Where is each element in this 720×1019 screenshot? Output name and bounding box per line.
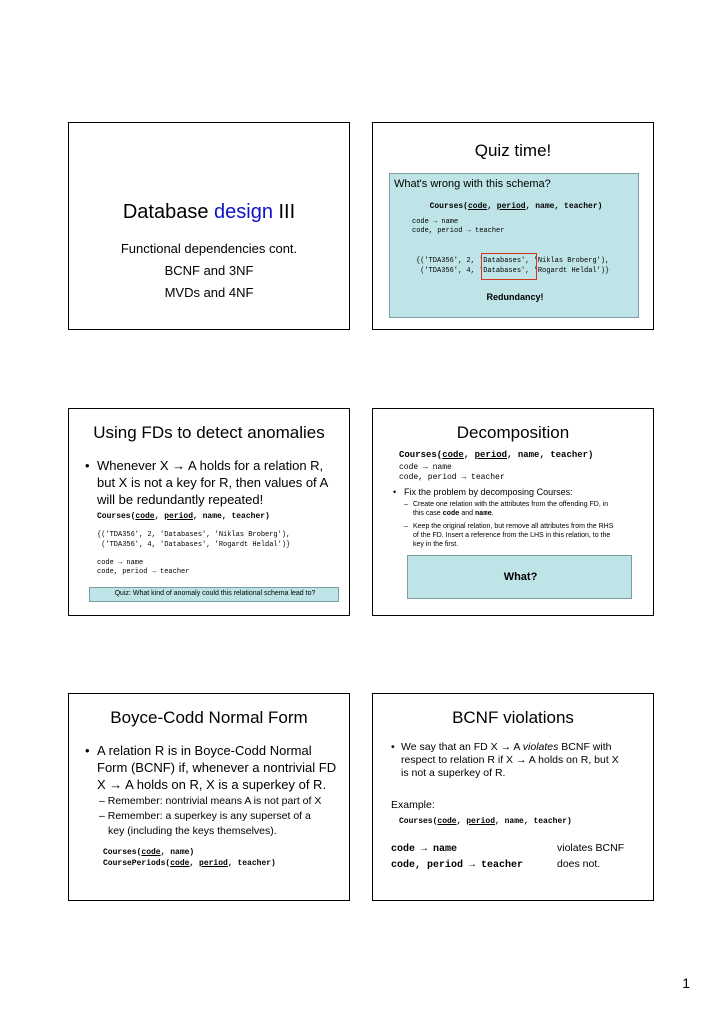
tuple-row-1: {('TDA356', 2, 'Databases', 'Niklas Broberg'), <box>416 257 610 265</box>
bullet-marker: • <box>85 458 90 473</box>
schema-courses: Courses(code, period, name, teacher) <box>429 202 603 211</box>
quiz-box <box>89 587 339 602</box>
decomposition-bullet: Fix the problem by decomposing Courses: <box>404 487 573 497</box>
bullet-marker: • <box>85 743 90 758</box>
page-number: 1 <box>682 975 690 991</box>
schema-courses: Courses(code, period, name, teacher) <box>399 450 594 460</box>
fd2-note: does not. <box>557 858 601 870</box>
subtitle-line-1: Functional dependencies cont. <box>120 241 298 256</box>
slide-bcnf-violations <box>372 693 654 901</box>
slide-anomalies <box>68 408 350 616</box>
quiz-question: What's wrong with this schema? <box>394 178 551 190</box>
schema-course-periods: CoursePeriods(code, period, teacher) <box>103 859 276 868</box>
sub-bullet-marker-2: – <box>404 523 408 530</box>
schema-courses: Courses(code, period, name, teacher) <box>399 817 572 826</box>
fd-code-name: code → name <box>391 844 458 855</box>
superkey-note: – Remember: a superkey is any superset of a key (including the keys themselves). <box>99 810 311 837</box>
slide-bcnf <box>68 693 350 901</box>
schema-courses: Courses(code, period, name, teacher) <box>97 512 270 521</box>
slide-decomposition-title: Decomposition <box>456 423 570 442</box>
bullet-marker: • <box>391 741 395 753</box>
fd-code-period-teacher: code, period → teacher <box>399 473 505 482</box>
fd-code-period-teacher: code, period → teacher <box>412 227 505 235</box>
fd-code-name: code → name <box>412 218 459 226</box>
quiz-text: Quiz: What kind of anomaly could this relational schema lead to? <box>114 590 316 597</box>
slide-anomalies-title: Using FDs to detect anomalies <box>93 423 325 442</box>
slide-title-heading: Database design III <box>122 201 296 223</box>
slide-bcnf-title: Boyce-Codd Normal Form <box>110 708 308 727</box>
what-text: What? <box>503 571 538 583</box>
quiz-box <box>389 173 639 318</box>
example-label: Example: <box>391 799 435 811</box>
tuple-row-2: ('TDA356', 4, 'Databases', 'Rogardt Heldal')} <box>416 267 610 275</box>
schema-courses: Courses(code, name) <box>103 848 195 857</box>
tuple-row-2: ('TDA356', 4, 'Databases', 'Rogardt Heldal')} <box>97 541 291 549</box>
fd-code-period-teacher: code, period → teacher <box>391 860 524 871</box>
slide-decomposition <box>372 408 654 616</box>
slide-violations-title: BCNF violations <box>452 708 574 727</box>
anomalies-bullet: Whenever X → A holds for a relation R, but X is not a key for R, then values of A will be redundantly repeated! <box>97 458 329 507</box>
sub-bullet-create: Create one relation with the attributes from the offending FD, in this case code and name. <box>413 501 609 518</box>
slide-title <box>68 122 350 330</box>
fd-code-name: code → name <box>97 559 144 567</box>
violation-definition: We say that an FD X → A violates BCNF with respect to relation R if X → A holds on R, but X is not a superkey of R. <box>401 741 619 779</box>
slide-quiz-title: Quiz time! <box>474 141 552 160</box>
bullet-marker: • <box>393 487 397 497</box>
fd-code-name: code → name <box>399 463 452 472</box>
redundancy-highlight <box>481 253 537 280</box>
quiz-answer: Redundancy! <box>486 292 544 302</box>
fd1-note: violates BCNF <box>557 842 625 854</box>
nontrivial-note: – Remember: nontrivial means A is not part of X <box>99 795 322 807</box>
subtitle-line-2: BCNF and 3NF <box>164 263 254 278</box>
bcnf-definition: A relation R is in Boyce-Codd Normal Form (BCNF) if, whenever a nontrivial FD X → A holds on R, X is a superkey of R. <box>97 743 337 792</box>
sub-bullet-marker-1: – <box>404 501 408 508</box>
subtitle-line-3: MVDs and 4NF <box>164 285 254 300</box>
fd-code-period-teacher: code, period → teacher <box>97 568 190 576</box>
slide-quiz <box>372 122 654 330</box>
sub-bullet-keep: Keep the original relation, but remove all attributes from the RHS of the FD. Insert a reference from the LHS in this relation, to the key in the first. <box>413 523 614 548</box>
tuple-row-1: {('TDA356', 2, 'Databases', 'Niklas Broberg'), <box>97 531 291 539</box>
what-box <box>407 555 632 599</box>
